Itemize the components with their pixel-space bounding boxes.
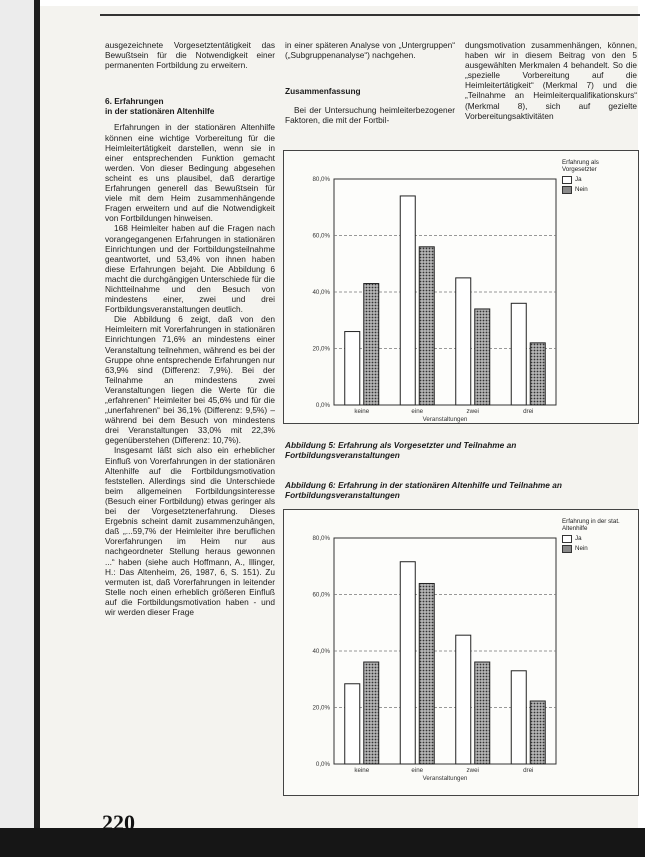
scan-margin xyxy=(0,0,34,857)
y-tick-label: 40,0% xyxy=(312,289,330,296)
section-title: in der stationären Altenhilfe xyxy=(105,106,215,117)
paragraph: dungsmotivation zusammenhängen, können, haben wir in diesem Beitrag von den 5 ausgewählten Merkmalen 4 behandelt. So die „spezielle Vorbereitung auf die Heimleitertätigkeit“ (Merkmal 7) und die „Teilnahme an Heimleiterqualifikationskurs“ (Merkmal 8), sich auf gezielte Vorbereitungsaktivitäten xyxy=(465,40,637,121)
x-tick-label: drei xyxy=(523,767,534,774)
legend-swatch xyxy=(562,186,572,194)
bar-ja xyxy=(511,303,526,405)
y-tick-label: 60,0% xyxy=(312,232,330,240)
y-tick-label: 20,0% xyxy=(312,345,330,353)
bar-nein xyxy=(364,284,379,405)
scan-shadow xyxy=(34,0,40,857)
bar-nein xyxy=(530,343,545,405)
legend-item xyxy=(562,535,632,543)
bar-nein xyxy=(364,662,379,764)
legend-label: Ja xyxy=(575,534,582,542)
page-number: 220 xyxy=(102,810,135,835)
paragraph: Die Abbildung 6 zeigt, daß von den Heimleitern mit Vorerfahrungen in stationären Einrichtungen 71,6% an mindestens einer Veranstaltung teilnehmen, während es bei der Gruppe ohne entsprechende Erfahrungen nur 63,9% sind (Differenz: 7,9%). Bei der Teilnahme an mindestens zwei Veranstaltungen liegen die Werte für die „erfahrenen“ Heimleiter bei 45,6% und für die „unerfahrenen“ bei 36,1% (Differenz: 9,5%) – während bei dem Besuch von mindestens drei Veranstaltungen 33,0% mit 22,3% gegenüberstehen (Differenz: 10,7%). xyxy=(105,314,275,446)
x-tick-label: eine xyxy=(411,408,424,415)
bar-ja xyxy=(456,635,471,764)
y-tick-label: 40,0% xyxy=(312,648,330,655)
y-tick-label: 20,0% xyxy=(312,704,330,712)
legend-item xyxy=(562,186,632,194)
bar-ja xyxy=(345,332,360,405)
bar-nein xyxy=(475,309,490,405)
x-tick-label: zwei xyxy=(466,408,479,415)
text-column-3 xyxy=(465,40,637,121)
figure-5-caption: Abbildung 5: Erfahrung als Vorgesetzter und Teilnahme an Fortbildungsveranstaltungen xyxy=(285,440,517,461)
x-tick-label: zwei xyxy=(466,767,479,774)
bar-nein xyxy=(530,701,545,764)
legend-swatch xyxy=(562,545,572,553)
y-tick-label: 80,0% xyxy=(312,176,330,183)
figure-5-chart xyxy=(283,150,639,424)
legend-item xyxy=(562,176,632,184)
scan-bottom-edge xyxy=(0,828,645,857)
bar-chart-svg xyxy=(284,510,638,795)
figure-6-chart xyxy=(283,509,639,796)
bar-nein xyxy=(419,247,434,405)
paragraph: in einer späteren Analyse von „Untergruppen“ („Subgruppenanalyse“) nachgehen. xyxy=(285,40,455,61)
bar-ja xyxy=(400,562,415,764)
bar-nein xyxy=(475,662,490,764)
x-tick-label: drei xyxy=(523,408,534,415)
legend-label: Ja xyxy=(575,175,582,183)
figure-6-caption: Abbildung 6: Erfahrung in der stationären Altenhilfe und Teilnahme an Fortbildungsveranstaltungen xyxy=(285,480,562,501)
header-rule xyxy=(100,14,640,16)
bar-ja xyxy=(345,684,360,764)
legend-title: Erfahrung in der stat. Altenhilfe xyxy=(562,518,620,533)
bar-ja xyxy=(511,671,526,764)
bar-ja xyxy=(400,196,415,405)
chart-legend xyxy=(562,518,632,553)
legend-swatch xyxy=(562,176,572,184)
chart-legend xyxy=(562,159,632,194)
bar-ja xyxy=(456,278,471,405)
x-tick-label: keine xyxy=(354,408,370,415)
x-axis-label: Veranstaltungen xyxy=(422,416,468,423)
section-number: 6. Erfahrungen xyxy=(105,96,164,107)
x-axis-label: Veranstaltungen xyxy=(422,775,468,782)
legend-item xyxy=(562,545,632,553)
x-tick-label: keine xyxy=(354,767,370,774)
legend-title: Erfahrung als Vorgesetzter xyxy=(562,159,599,174)
text-column-1 xyxy=(105,40,275,617)
paragraph: ausgezeichnete Vorgesetztentätigkeit das Bewußtsein für die Notwendigkeit einer permanenten Fortbildung zu erweitern. xyxy=(105,40,275,71)
paragraph: Bei der Untersuchung heimleiterbezogener Faktoren, die mit der Fortbil- xyxy=(285,105,455,126)
legend-label: Nein xyxy=(575,544,588,552)
x-tick-label: eine xyxy=(411,767,424,774)
text-column-2 xyxy=(285,40,455,125)
y-tick-label: 80,0% xyxy=(312,535,330,542)
y-tick-label: 0,0% xyxy=(315,402,330,409)
paragraph: Insgesamt läßt sich also ein erheblicher Einfluß von Vorerfahrungen in der stationären Altenhilfe auf die Fortbildungsmotivation feststellen. Allerdings sind die Unterschiede beim allgemeinen Fortbildungsinteresse (Besuch einer Fortbildung) etwas geringer als bei der Vorgesetztenerfahrung. Dieses Ergebnis scheint damit zusammenzuhängen, daß „...59,7% der Heimleiter ihre beruflichen Vorerfahrungen im Heim nur aus nachgeordneter Stellung heraus gewonnen ...“ haben (siehe auch Hoffmann, A., Illinger, H.: Das Altenheim, 26, 1987, 6, S. 151). Zu vermuten ist, daß Vorerfahrungen in leitender Stelle noch einen erheblich größeren Einfluß auf die Fortbildungsmotivation haben - und wir werden dieser Frage xyxy=(105,445,275,617)
section-heading: Zusammenfassung xyxy=(285,86,361,97)
y-tick-label: 0,0% xyxy=(315,761,330,768)
legend-label: Nein xyxy=(575,185,588,193)
legend-swatch xyxy=(562,535,572,543)
paragraph: 168 Heimleiter haben auf die Fragen nach vorangegangenen Erfahrungen in stationären Einrichtungen und der Fortbildungsteilnahme geantwortet, und 53,4% von ihnen haben diese Erfahrungen bejaht. Die Abbildung 6 macht die durchgängigen Unterschiede für die Nichtteilnahme und den Besuch von mindestens einer, zwei und drei Fortbildungsveranstaltungen deutlich. xyxy=(105,223,275,315)
y-tick-label: 60,0% xyxy=(312,591,330,599)
paragraph: Erfahrungen in der stationären Altenhilfe können eine wichtige Vorbereitung für die Heimleitertätigkeit darstellen, wenn sie in einer entsprechenden Funktion gemacht werden. Von dieser Bedingung abgesehen scheint es uns plausibel, daß derartige Erfahrungen generell das Bewußtsein für viele mit dem Heim zusammenhängende Fragen erweitern und auf die Notwendigkeit von Fortbildungen hinweisen. xyxy=(105,122,275,224)
bar-nein xyxy=(419,583,434,764)
